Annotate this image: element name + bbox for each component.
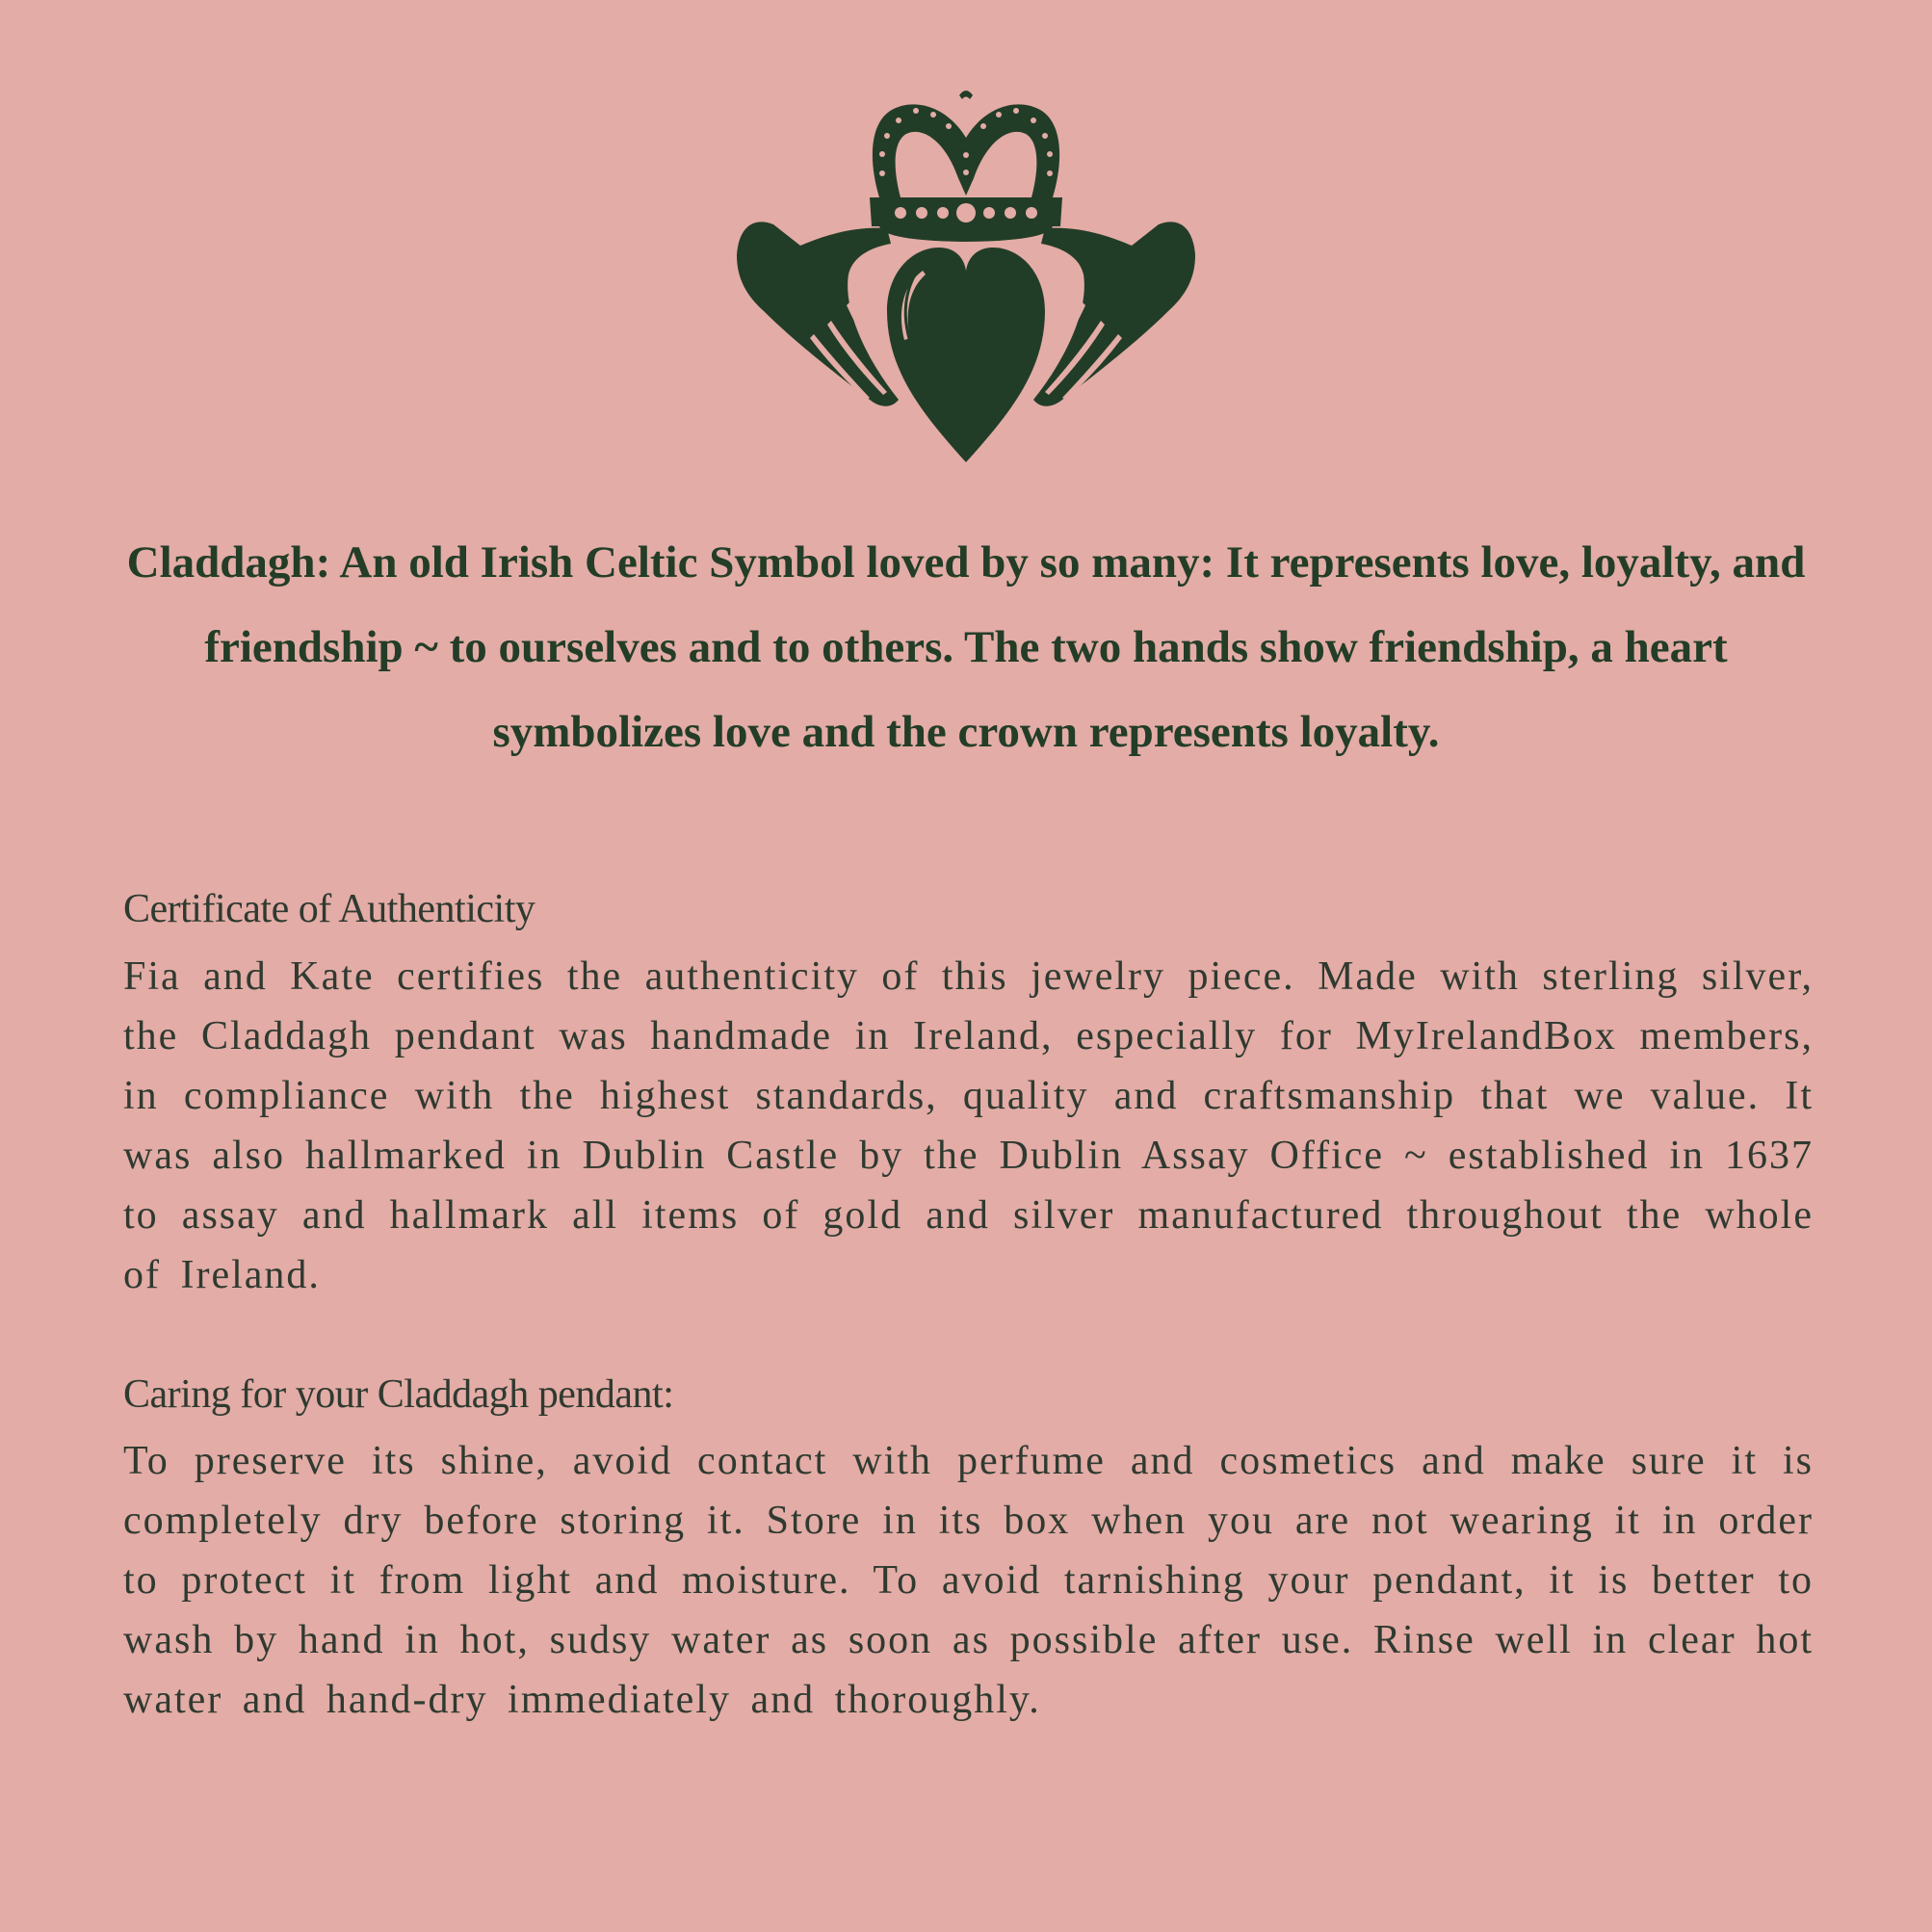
care-body: To preserve its shine, avoid contact with perfume and cosmetics and make sure it is completely dry before storing it. Store in its box when you are not wearing it in order to protect it from light and moisture. To avoid tarnishing your pendant, it is better to wash by hand in hot, sudsy water as soon as possible after use. Rinse well in clear hot water and hand-dry immediately and thoroughly. [123,1439,1814,1722]
certificate-body: Fia and Kate certifies the authenticity of this jewelry piece. Made with sterling silver, the Claddagh pendant was handmade in Ireland, especially for MyIrelandBox members, in compliance with the highest standards, quality and craftsmanship that we value. It was also hallmarked in Dublin Castle by the Dublin Assay Office ~ established in 1637 to assay and hallmark all items of gold and silver manufactured throughout the whole of Ireland. [123,954,1814,1297]
care-heading: Caring for your Claddagh pendant: [123,1372,674,1417]
claddagh-icon [725,82,1207,467]
certificate-heading: Certificate of Authenticity [123,887,535,931]
logo [0,82,1932,467]
headline: Claddagh: An old Irish Celtic Symbol loved by so many: It represents love, loyalty, and friendship ~ to ourselves and to others. The two hands show friendship, a heart symbolizes love and the crown represents loyalty. [126,537,1806,757]
